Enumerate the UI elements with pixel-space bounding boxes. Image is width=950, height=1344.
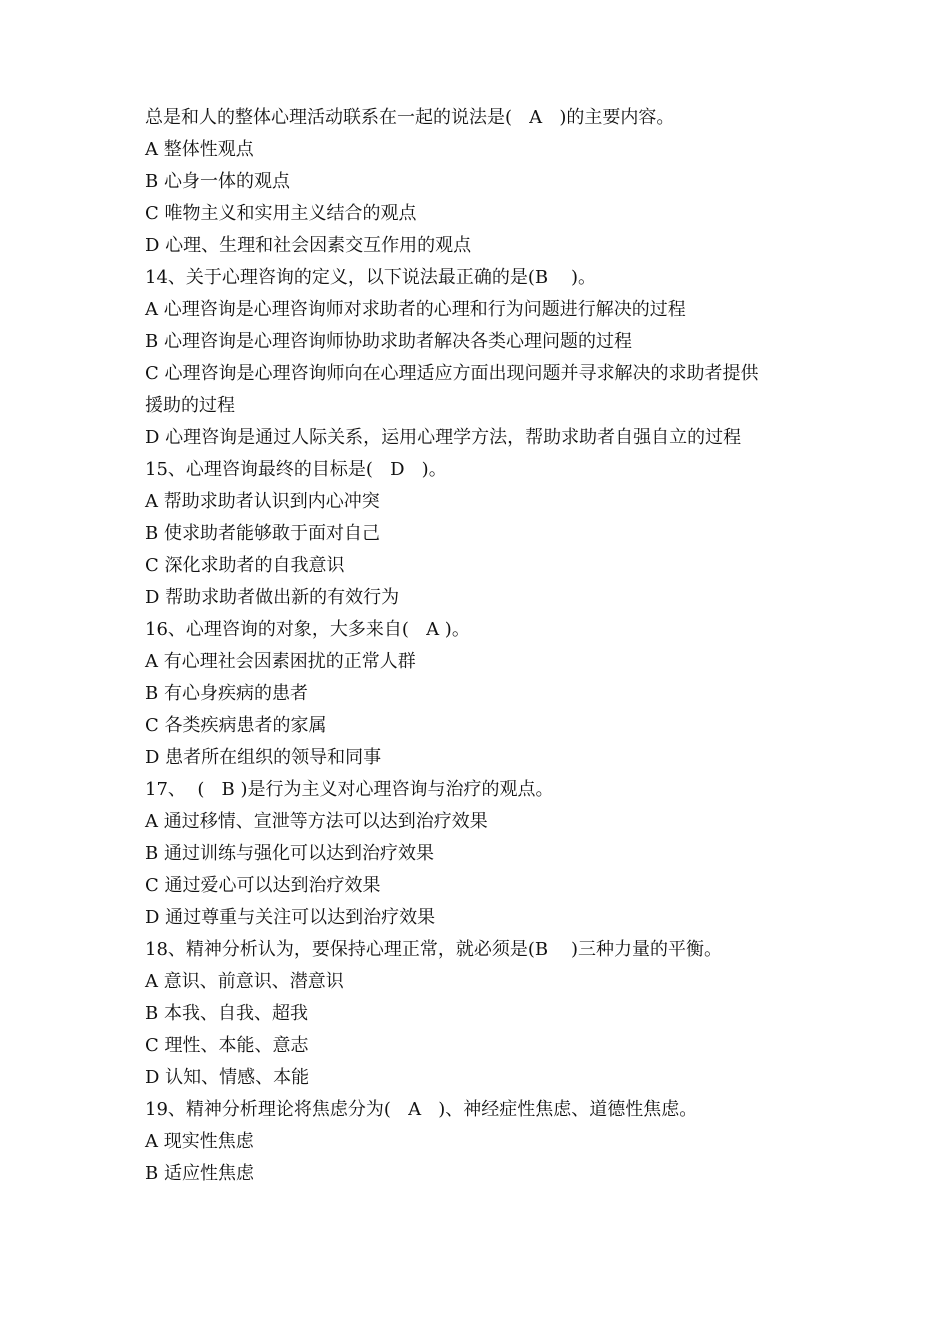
question-16-stem: 16、心理咨询的对象，大多来自( A )。 xyxy=(145,619,470,640)
question-17-option-a: A 通过移情、宣泄等方法可以达到治疗效果 xyxy=(145,811,488,832)
question-17-option-d: D 通过尊重与关注可以达到治疗效果 xyxy=(145,907,436,928)
question-17-option-c: C 通过爱心可以达到治疗效果 xyxy=(145,875,381,896)
question-15-option-d: D 帮助求助者做出新的有效行为 xyxy=(145,587,400,608)
question-16-option-b: B 有心身疾病的患者 xyxy=(145,683,308,704)
question-14-stem: 14、关于心理咨询的定义，以下说法最正确的是(B )。 xyxy=(145,267,597,288)
question-18-option-a: A 意识、前意识、潜意识 xyxy=(145,971,344,992)
question-15-option-a: A 帮助求助者认识到内心冲突 xyxy=(145,491,380,512)
question-14-option-c-continued: 援助的过程 xyxy=(145,395,235,416)
question-17-stem: 17、 ( B )是行为主义对心理咨询与治疗的观点。 xyxy=(145,779,554,800)
question-19-stem: 19、精神分析理论将焦虑分为( A )、神经症性焦虑、道德性焦虑。 xyxy=(145,1099,698,1120)
document-body xyxy=(145,102,825,1190)
question-18-option-c: C 理性、本能、意志 xyxy=(145,1035,309,1056)
question-18-option-b: B 本我、自我、超我 xyxy=(145,1003,308,1024)
question-13-option-b: B 心身一体的观点 xyxy=(145,171,290,192)
question-19-option-b: B 适应性焦虑 xyxy=(145,1163,254,1184)
question-13-option-a: A 整体性观点 xyxy=(145,139,254,160)
question-17-option-b: B 通过训练与强化可以达到治疗效果 xyxy=(145,843,434,864)
question-18-option-d: D 认知、情感、本能 xyxy=(145,1067,310,1088)
question-16-option-c: C 各类疾病患者的家属 xyxy=(145,715,327,736)
question-13-stem-continuation: 总是和人的整体心理活动联系在一起的说法是( A )的主要内容。 xyxy=(145,107,675,128)
question-13-option-d: D 心理、生理和社会因素交互作用的观点 xyxy=(145,235,472,256)
question-15-option-b: B 使求助者能够敢于面对自己 xyxy=(145,523,380,544)
question-15-stem: 15、心理咨询最终的目标是( D )。 xyxy=(145,459,447,480)
question-18-stem: 18、精神分析认为，要保持心理正常，就必须是(B )三种力量的平衡。 xyxy=(145,939,723,960)
question-14-option-c: C 心理咨询是心理咨询师向在心理适应方面出现问题并寻求解决的求助者提供 xyxy=(145,363,759,384)
question-15-option-c: C 深化求助者的自我意识 xyxy=(145,555,345,576)
question-14-option-b: B 心理咨询是心理咨询师协助求助者解决各类心理问题的过程 xyxy=(145,331,632,352)
question-19-option-a: A 现实性焦虑 xyxy=(145,1131,254,1152)
question-16-option-a: A 有心理社会因素困扰的正常人群 xyxy=(145,651,416,672)
question-13-option-c: C 唯物主义和实用主义结合的观点 xyxy=(145,203,417,224)
question-16-option-d: D 患者所在组织的领导和同事 xyxy=(145,747,382,768)
question-14-option-a: A 心理咨询是心理咨询师对求助者的心理和行为问题进行解决的过程 xyxy=(145,299,686,320)
question-14-option-d: D 心理咨询是通过人际关系，运用心理学方法，帮助求助者自强自立的过程 xyxy=(145,427,742,448)
